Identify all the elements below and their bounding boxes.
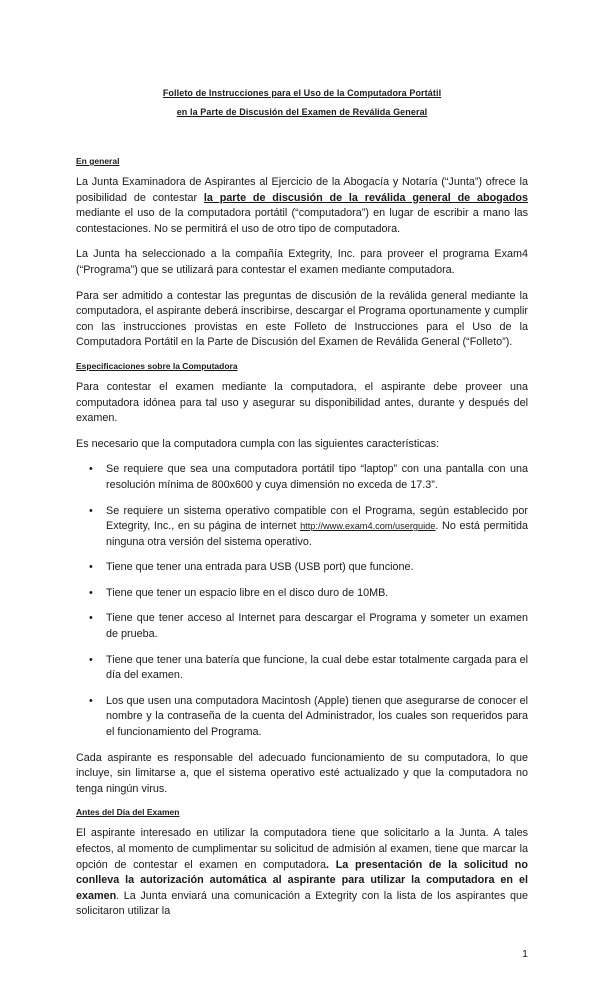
list-item-text: Se requiere que sea una computadora portátil tipo “laptop” con una pantalla con una resolución mínima de 800x600 y cuya dimensión no exceda de 17.3”.	[106, 463, 528, 491]
general-paragraph-1	[76, 175, 528, 237]
general-p1-emphasis: la parte de discusión de la reválida general de abogados	[203, 191, 528, 204]
list-item-text: Tiene que tener un espacio libre en el disco duro de 10MB.	[106, 586, 389, 599]
heading-general: En general	[76, 156, 120, 166]
list-item	[76, 462, 528, 493]
heading-specs: Especificaciones sobre la Computadora	[76, 360, 238, 371]
list-item-text: Los que usen una computadora Macintosh (Apple) tienen que asegurarse de conocer el nombre y la contraseña de la cuenta del Administrador, los cuales son requeridos para el funcionamiento del Programa.	[106, 694, 528, 739]
list-item-text: Tiene que tener una entrada para USB (USB port) que funcione.	[106, 561, 414, 574]
before-paragraph-1	[76, 826, 528, 920]
page-number: 1	[522, 948, 528, 960]
specs-paragraph-3: Cada aspirante es responsable del adecuado funcionamiento de su computadora, lo que incluye, sin limitarse a, que el sistema operativo esté actualizado y que la computadora no tenga ningún virus.	[76, 751, 528, 795]
before-p1-text-b: . La Junta enviará una comunicación a Extegrity con la lista de los aspirantes que solicitaron utilizar la	[76, 889, 528, 918]
bullet-icon: •	[89, 653, 93, 666]
list-item	[76, 611, 528, 642]
list-item-text: Tiene que tener acceso al Internet para descargar el Programa y someter un examen de prueba.	[106, 612, 528, 641]
list-item	[76, 560, 528, 576]
list-item	[76, 694, 528, 741]
list-item	[76, 586, 528, 602]
list-item	[76, 653, 528, 684]
list-item-text: Se requiere un sistema operativo compatible con el Programa, según establecido por Extegrity, Inc., en su página de internet	[106, 504, 528, 533]
exam4-userguide-link[interactable]: http://www.exam4.com/userguide	[300, 521, 436, 532]
general-paragraph-3: Para ser admitido a contestar las preguntas de discusión de la reválida general mediante la computadora, el aspirante deberá inscribirse, descargar el Programa oportunamente y cumplir con las instrucciones provistas en este Folleto de Instrucciones para el Uso de la Computadora Portátil en la Parte de Discusión del Examen de Reválida General (“Folleto”).	[76, 289, 528, 349]
bullet-icon: •	[89, 586, 93, 599]
list-item-text: . No está permitida ninguna otra versión del sistema operativo.	[106, 520, 528, 548]
general-paragraph-2: La Junta ha seleccionado a la compañía Extegrity, Inc. para proveer el programa Exam4 (“Programa”) que se utilizará para contestar el examen mediante computadora.	[76, 248, 528, 276]
list-item	[76, 504, 528, 551]
heading-before-exam: Antes del Día del Examen	[76, 807, 180, 818]
requirements-list	[76, 462, 528, 740]
bullet-icon: •	[89, 612, 93, 625]
document-title	[76, 84, 528, 122]
general-p1-text-a: La Junta Examinadora de Aspirantes al Ejercicio de la Abogacía y Notaría (“Junta”) ofrece la posibilidad de contestar	[76, 176, 528, 204]
title-line-1: Folleto de Instrucciones para el Uso de la Computadora Portátil	[162, 88, 442, 98]
specs-paragraph-1: Para contestar el examen mediante la computadora, el aspirante debe proveer una computadora idónea para tal uso y asegurar su disponibilidad antes, durante y después del examen.	[76, 380, 528, 425]
bullet-icon: •	[89, 694, 93, 707]
bullet-icon: •	[89, 561, 93, 574]
general-p1-text-b: mediante el uso de la computadora portátil (“computadora”) en lugar de escribir a mano las contestaciones. No se permitirá el uso de otro tipo de computadora.	[76, 207, 528, 235]
specs-paragraph-2: Es necesario que la computadora cumpla con las siguientes características:	[76, 437, 440, 450]
bullet-icon: •	[89, 504, 93, 517]
list-item-text: Tiene que tener una batería que funcione, la cual debe estar totalmente cargada para el día del examen.	[106, 653, 528, 682]
bullet-icon: •	[89, 463, 93, 476]
before-p1-emphasis: . La presentación de la solicitud no conlleva la autorización automática al aspirante para utilizar la computadora en el examen	[76, 858, 528, 902]
before-p1-text-a: El aspirante interesado en utilizar la computadora tiene que solicitarlo a la Junta. A tales efectos, al momento de cumplimentar su solicitud de admisión al examen, tiene que marcar la opción de contestar el examen en computadora	[76, 827, 528, 871]
title-line-2: en la Parte de Discusión del Examen de Reválida General	[176, 107, 428, 117]
